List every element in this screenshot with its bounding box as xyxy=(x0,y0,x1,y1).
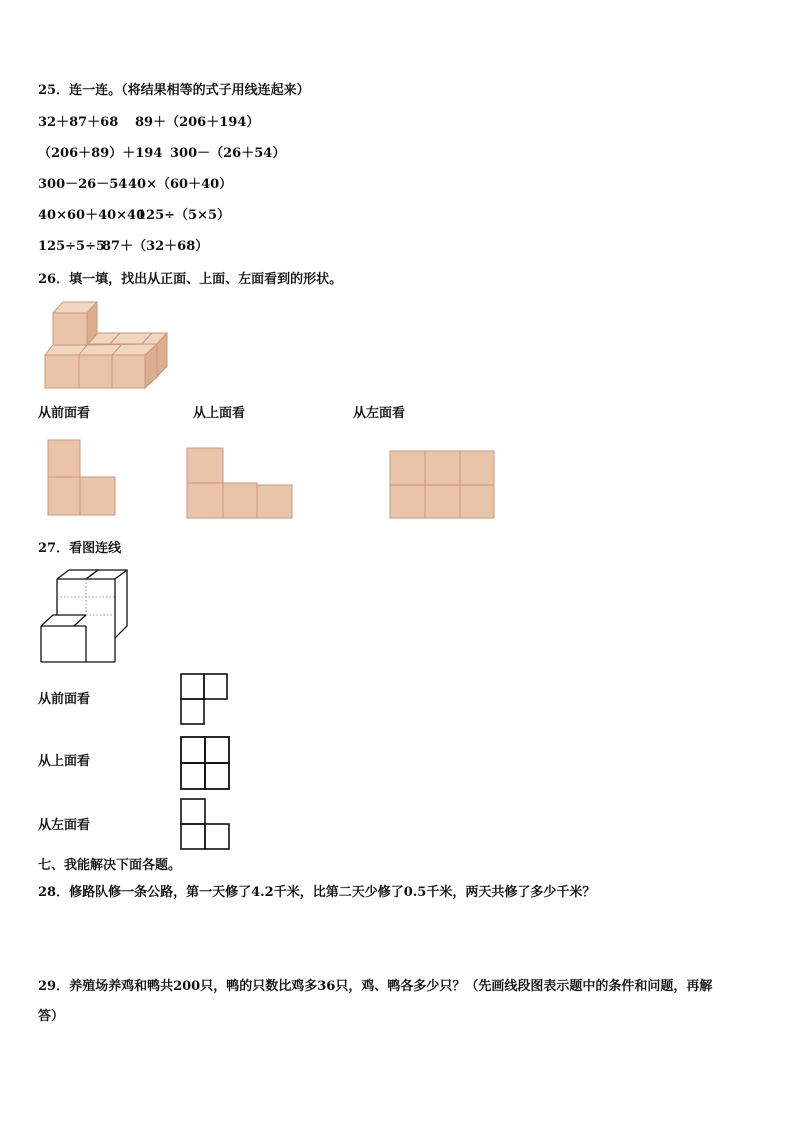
q26-label-left: 从左面看 xyxy=(353,406,406,421)
q25-right-3: 40×（60＋40） xyxy=(128,177,233,192)
q27-view-option-2 xyxy=(180,736,232,792)
q29-line-2: 答） xyxy=(38,1009,65,1024)
section-7-title: 七、我能解决下面各题。 xyxy=(38,858,182,873)
q25-title: 25．连一连。（将结果相等的式子用线连起来） xyxy=(38,83,310,98)
q26-label-top: 从上面看 xyxy=(193,406,246,421)
q27-view-option-3 xyxy=(180,798,232,852)
q25-left-3: 300－26－54 xyxy=(38,177,128,192)
q25-left-2: （206＋89）＋194 xyxy=(38,146,163,161)
q27-label-top: 从上面看 xyxy=(38,754,91,769)
q25-right-5: 87＋（32＋68） xyxy=(102,239,209,254)
q25-right-4: 125÷（5×5） xyxy=(137,208,231,223)
q25-left-1: 32＋87＋68 xyxy=(38,115,119,130)
q26-cube-figure xyxy=(40,300,180,392)
q28-text: 28．修路队修一条公路，第一天修了4.2千米，比第二天少修了0.5千米，两天共修了多少千米？ xyxy=(38,885,596,900)
q27-label-front: 从前面看 xyxy=(38,692,91,707)
q29-line-1: 29．养殖场养鸡和鸭共200只，鸭的只数比鸡多36只，鸡、鸭各多少只？（先画线段图表示题中的条件和问题，再解 xyxy=(38,979,713,994)
q26-left-view xyxy=(389,450,497,520)
q25-left-5: 125÷5÷5 xyxy=(38,239,106,254)
q27-title: 27．看图连线 xyxy=(38,541,122,556)
q25-right-2: 300－（26＋54） xyxy=(170,146,286,161)
q27-label-left: 从左面看 xyxy=(38,818,91,833)
q27-view-option-1 xyxy=(180,673,230,727)
q26-front-view xyxy=(47,439,119,517)
q26-label-front: 从前面看 xyxy=(38,406,91,421)
q26-title: 26．填一填，找出从正面、上面、左面看到的形状。 xyxy=(38,272,343,287)
q27-cube-figure xyxy=(38,568,133,664)
q25-right-1: 89＋（206＋194） xyxy=(135,115,260,130)
q26-top-view xyxy=(186,447,294,519)
q25-left-4: 40×60＋40×40 xyxy=(38,208,146,223)
